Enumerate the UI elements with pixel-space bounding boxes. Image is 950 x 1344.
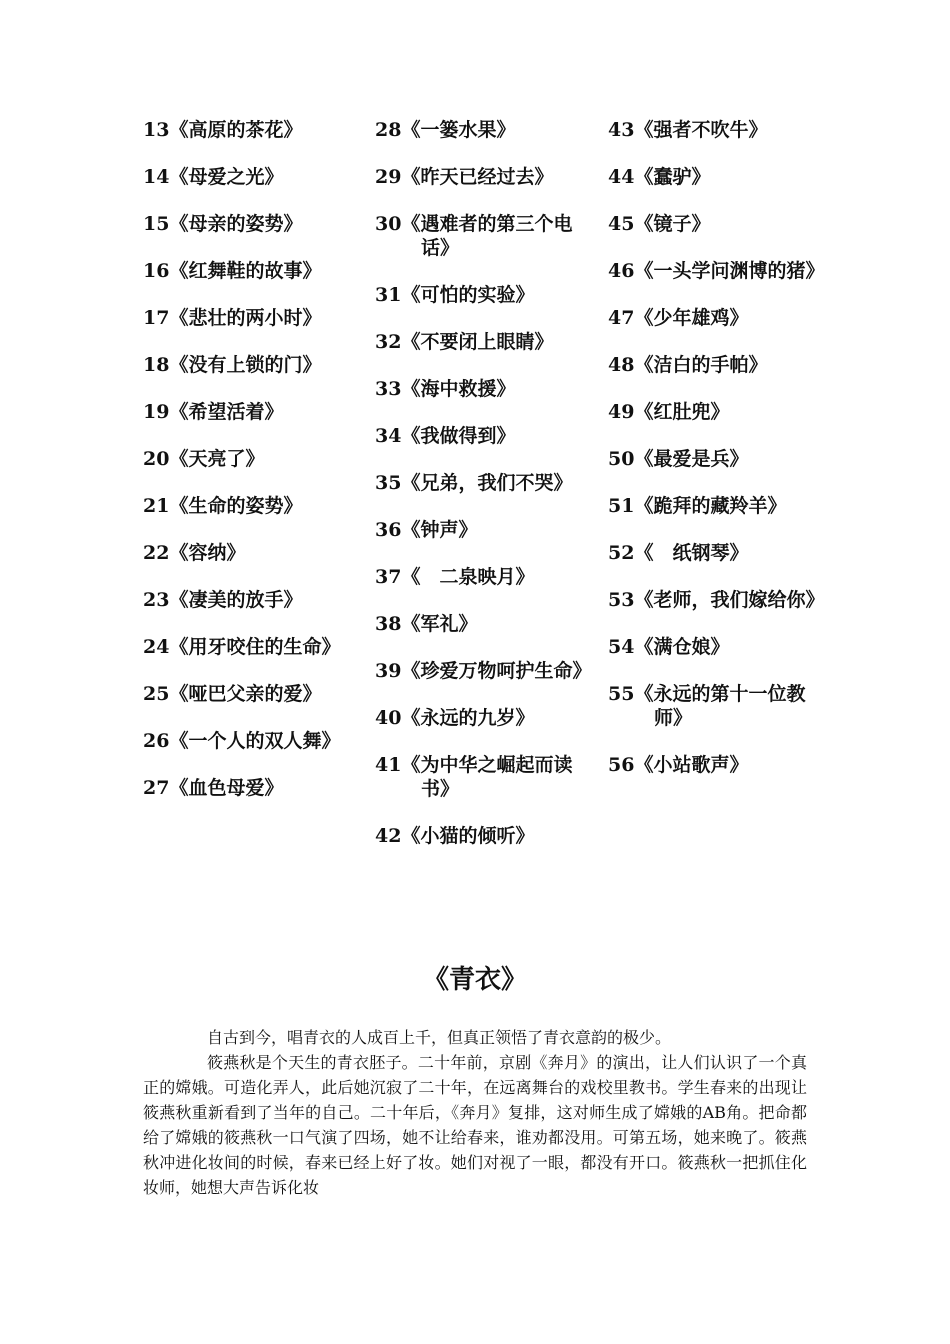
toc-item: 26《一个人的双人舞》 <box>143 730 341 752</box>
toc-item: 49《红肚兜》 <box>608 401 730 423</box>
article-paragraph: 自古到今，唱青衣的人成百上千，但真正领悟了青衣意韵的极少。 <box>207 1028 672 1047</box>
toc-item: 23《凄美的放手》 <box>143 589 303 611</box>
toc-item: 37《 二泉映月》 <box>375 566 535 588</box>
toc-item: 43《强者不吹牛》 <box>608 119 768 141</box>
toc-item: 32《不要闭上眼睛》 <box>375 331 554 353</box>
toc-item: 55《永远的第十一位教师》 <box>608 683 806 729</box>
toc-item: 33《海中救援》 <box>375 378 516 400</box>
toc-item: 42《小猫的倾听》 <box>375 825 535 847</box>
article-paragraph: 筱燕秋是个天生的青衣胚子。二十年前，京剧《奔月》的演出，让人们认识了一个真正的嫦娥。可造化弄人，此后她沉寂了二十年，在远离舞台的戏校里教书。学生春来的出现让筱燕秋重新看到了当年的自己。二十年后，《奔月》复排，这对师生成了嫦娥的AB角。把命都给了嫦娥的筱燕秋一口气演了四场，她不让给春来，谁劝都没用。可第五场，她来晚了。筱燕秋冲进化妆间的时候，春来已经上好了妆。她们对视了一眼，都没有开口。筱燕秋一把抓住化妆师，她想大声告诉化妆 <box>143 1053 807 1197</box>
toc-item: 21《生命的姿势》 <box>143 495 303 517</box>
toc-item: 41《为中华之崛起而读书》 <box>375 754 573 800</box>
toc-item: 27《血色母爱》 <box>143 777 284 799</box>
toc-column-1 <box>143 118 368 823</box>
toc-item: 36《钟声》 <box>375 519 478 541</box>
toc-item: 13《高原的茶花》 <box>143 119 303 141</box>
toc-item: 54《满仓娘》 <box>608 636 730 658</box>
toc-item: 31《可怕的实验》 <box>375 284 535 306</box>
article-body <box>143 1025 807 1200</box>
toc-item: 22《容纳》 <box>143 542 246 564</box>
toc-item: 34《我做得到》 <box>375 425 516 447</box>
toc-item: 51《跪拜的藏羚羊》 <box>608 495 787 517</box>
toc-item: 38《军礼》 <box>375 613 478 635</box>
toc-item: 44《蠢驴》 <box>608 166 711 188</box>
toc-item: 30《遇难者的第三个电话》 <box>375 213 573 259</box>
toc-item: 45《镜子》 <box>608 213 711 235</box>
toc-item: 35《兄弟，我们不哭》 <box>375 472 573 494</box>
toc-item: 16《红舞鞋的故事》 <box>143 260 322 282</box>
toc-item: 46《一头学问渊博的猪》 <box>608 260 825 282</box>
article-title: 《青衣》 <box>422 965 527 995</box>
toc-item: 29《昨天已经过去》 <box>375 166 554 188</box>
toc-item: 24《用牙咬住的生命》 <box>143 636 341 658</box>
toc-item: 28《一篓水果》 <box>375 119 516 141</box>
toc-item: 47《少年雄鸡》 <box>608 307 749 329</box>
toc-item: 40《永远的九岁》 <box>375 707 535 729</box>
toc-item: 50《最爱是兵》 <box>608 448 749 470</box>
toc-item: 39《珍爱万物呵护生命》 <box>375 660 592 682</box>
toc-column-2 <box>375 118 600 871</box>
toc-item: 25《哑巴父亲的爱》 <box>143 683 322 705</box>
toc-item: 52《 纸钢琴》 <box>608 542 749 564</box>
toc-item: 56《小站歌声》 <box>608 754 749 776</box>
toc-item: 17《悲壮的两小时》 <box>143 307 322 329</box>
toc-item: 53《老师，我们嫁给你》 <box>608 589 825 611</box>
toc-item: 18《没有上锁的门》 <box>143 354 322 376</box>
toc-item: 15《母亲的姿势》 <box>143 213 303 235</box>
toc-item: 20《天亮了》 <box>143 448 265 470</box>
toc-column-3 <box>608 118 823 800</box>
toc-item: 14《母爱之光》 <box>143 166 284 188</box>
toc-item: 19《希望活着》 <box>143 401 284 423</box>
toc-item: 48《洁白的手帕》 <box>608 354 768 376</box>
